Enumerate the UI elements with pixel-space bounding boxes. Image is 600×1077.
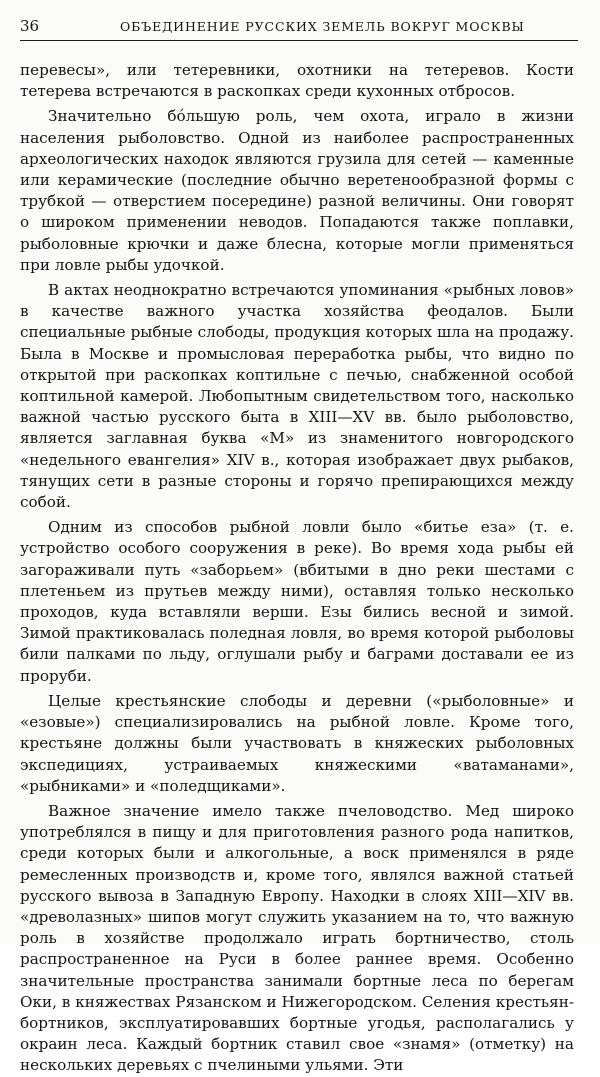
running-title: ОБЪЕДИНЕНИЕ РУССКИХ ЗЕМЕЛЬ ВОКРУГ МОСКВЫ: [120, 19, 525, 34]
paragraph-slobody: Целые крестьянские слободы и деревни («рыболовные» и «езовые») специализировались на рыбной ловле. Кроме того, крестьяне должны были участвовать в княжеских рыболовных экспедициях, устраиваемых княжескими «ватаманами», «рыбниками» и «поледщиками».: [20, 691, 574, 795]
paragraph-bitye-eza: Одним из способов рыбной ловли было «битье еза» (т. е. устройство особого сооружения в реке). Во время хода рыбы ей загораживали путь «заборьем» (вбитыми в дно реки шестами с плетеньем из прутьев между ними), оставляя только несколько проходов, куда вставляли верши. Езы бились весной и зимой. Зимой практиковалась поледная ловля, во время которой рыболовы били палками по льду, оглушали рыбу и баграми доставали ее из проруби.: [20, 518, 574, 685]
body-text: [20, 60, 574, 1077]
running-head: [20, 16, 578, 41]
page-number: 36: [20, 17, 40, 35]
paragraph-rybolovstvo: Значительно бо́льшую роль, чем охота, играло в жизни населения рыболовство. Одной из наиболее распространенных археологических находок являются грузила для сетей — каменные или керамические (последние обычно веретенообразной формы с трубкой — отверстием посередине) разной величины. Они говорят о широком применении неводов. Попадаются также поплавки, рыболовные крючки и даже блесна, которые могли применяться при ловле рыбы удочкой.: [20, 107, 574, 274]
paragraph-tetereva: перевесы», или тетеревники, охотники на тетеревов. Кости тетерева встречаются в раскопках среди кухонных отбросов.: [20, 61, 574, 101]
paragraph-rybnye-lovy: В актах неоднократно встречаются упоминания «рыбных ловов» в качестве важного участка хозяйства феодалов. Были специальные рыбные слободы, продукция которых шла на продажу. Была в Москве и промысловая переработка рыбы, что видно по открытой при раскопках коптильне с печью, снабженной особой коптильной камерой. Любопытным свидетельством того, насколько важной частью русского быта в XIII—XV вв. было рыболовство, является заглавная буква «М» из знаменитого новгородского «недельного евангелия» XIV в., которая изображает двух рыбаков, тянущих сети в разные стороны и горячо препирающихся между собой.: [20, 281, 574, 512]
paragraph-pchelovodstvo: Важное значение имело также пчеловодство. Мед широко употреблялся в пищу и для приготовления разного рода напитков, среди которых были и алкогольные, а воск применялся в ряде ремесленных производств и, кроме того, являлся важной статьей русского вывоза в Западную Европу. Находки в слоях XIII—XIV вв. «древолазных» шипов могут служить указанием на то, что важную роль в хозяйстве продолжало играть бортничество, столь распространенное на Руси в более раннее время. Особенно значительные пространства занимали бортные леса по берегам Оки, в княжествах Рязанском и Нижегородском. Селения крестьян- бортников, эксплуатировавших бортные угодья, располагались у окраин леса. Каждый бортник ставил свое «знамя» (отметку) на нескольких деревьях с пчелиными ульями. Эти: [20, 801, 574, 1075]
